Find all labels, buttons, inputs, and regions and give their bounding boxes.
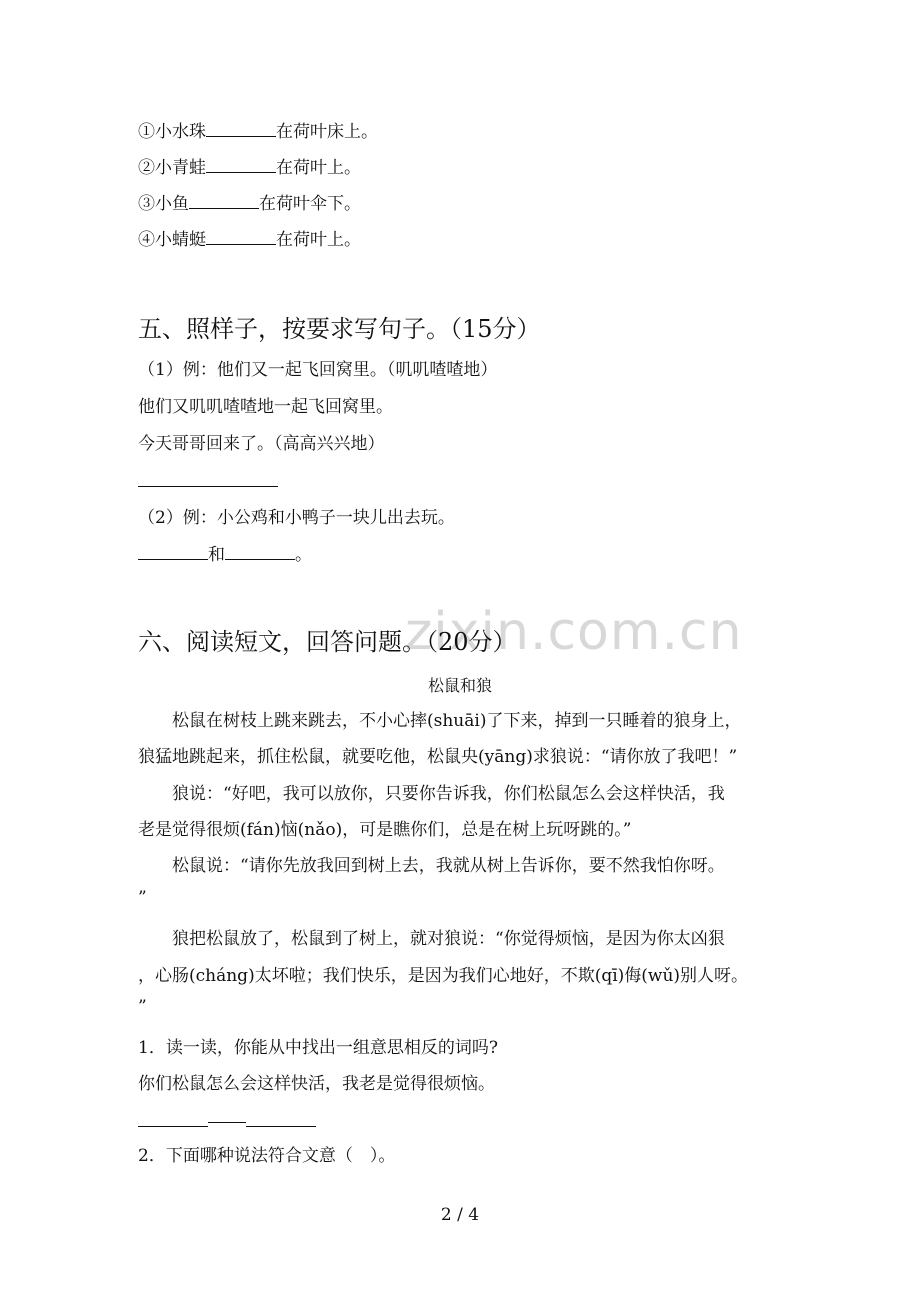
story-line: ，心肠(cháng)太坏啦；我们快乐，是因为我们心地好，不欺(qī)侮(wǔ)别人呀。 <box>138 966 749 986</box>
story-line: 狼把松鼠放了，松鼠到了树上，就对狼说：“你觉得烦恼，是因为你太凶狠 <box>172 929 725 949</box>
fill-item-prefix: ④小蜻蜓 <box>138 230 206 250</box>
answer-blank[interactable] <box>246 1110 316 1127</box>
answer-blank[interactable] <box>138 470 278 487</box>
section-6-heading: 六、阅读短文，回答问题。（20分） <box>138 628 517 656</box>
fill-item-4 <box>138 228 361 251</box>
question-2: 2．下面哪种说法符合文意（ ）。 <box>138 1146 396 1166</box>
answer-blank[interactable] <box>138 1110 208 1127</box>
fill-item-2 <box>138 156 361 179</box>
exercise-1-task: 今天哥哥回来了。（高高兴兴地） <box>138 434 385 454</box>
answer-blank[interactable] <box>206 120 276 137</box>
example-1-answer: 他们又叽叽喳喳地一起飞回窝里。 <box>138 397 393 417</box>
story-line: ” <box>138 997 147 1017</box>
story-line: 狼说：“好吧，我可以放你，只要你告诉我，你们松鼠怎么会这样快活，我 <box>172 784 725 804</box>
example-1-prompt: （1）例：他们又一起飞回窝里。（叽叽喳喳地） <box>138 360 498 380</box>
dash-separator <box>208 1122 246 1123</box>
fill-item-suffix: 在荷叶伞下。 <box>259 194 361 214</box>
watermark-text: zixin.com.cn <box>405 602 743 662</box>
exercise-2-line <box>138 543 312 566</box>
fill-item-suffix: 在荷叶床上。 <box>276 122 378 142</box>
fill-item-1 <box>138 120 378 143</box>
section-5-heading: 五、照样子，按要求写句子。（15分） <box>138 315 541 343</box>
fill-item-suffix: 在荷叶上。 <box>276 230 361 250</box>
answer-blank[interactable] <box>206 156 276 173</box>
fill-item-prefix: ②小青蛙 <box>138 158 206 178</box>
answer-blank[interactable] <box>225 543 295 560</box>
fill-item-3 <box>138 192 361 215</box>
answer-blank[interactable] <box>206 228 276 245</box>
fill-item-prefix: ③小鱼 <box>138 194 189 214</box>
story-line: 松鼠说：“请你先放我回到树上去，我就从树上告诉你，要不然我怕你呀。 <box>172 856 725 876</box>
example-2-prompt: （2）例：小公鸡和小鸭子一块儿出去玩。 <box>138 508 455 528</box>
answer-blank[interactable] <box>138 543 208 560</box>
question-1: 1．读一读，你能从中找出一组意思相反的词吗? <box>138 1038 498 1058</box>
exercise-2-join: 和 <box>208 545 225 565</box>
exercise-1-blank-line <box>138 470 278 493</box>
story-line: 老是觉得很烦(fán)恼(nǎo)，可是瞧你们，总是在树上玩呀跳的。” <box>138 820 632 840</box>
question-1-sentence: 你们松鼠怎么会这样快活，我老是觉得很烦恼。 <box>138 1074 495 1094</box>
question-1-answer-line <box>138 1110 316 1133</box>
fill-item-prefix: ①小水珠 <box>138 122 206 142</box>
page-number: 2 / 4 <box>440 1205 480 1225</box>
story-title: 松鼠和狼 <box>427 676 492 695</box>
story-line: 狼猛地跳起来，抓住松鼠，就要吃他，松鼠央(yāng)求狼说：“请你放了我吧！” <box>138 747 738 767</box>
exercise-2-end: 。 <box>295 545 312 565</box>
story-line: ” <box>138 888 147 908</box>
answer-blank[interactable] <box>189 192 259 209</box>
story-line: 松鼠在树枝上跳来跳去，不小心摔(shuāi)了下来，掉到一只睡着的狼身上， <box>172 711 742 731</box>
fill-item-suffix: 在荷叶上。 <box>276 158 361 178</box>
